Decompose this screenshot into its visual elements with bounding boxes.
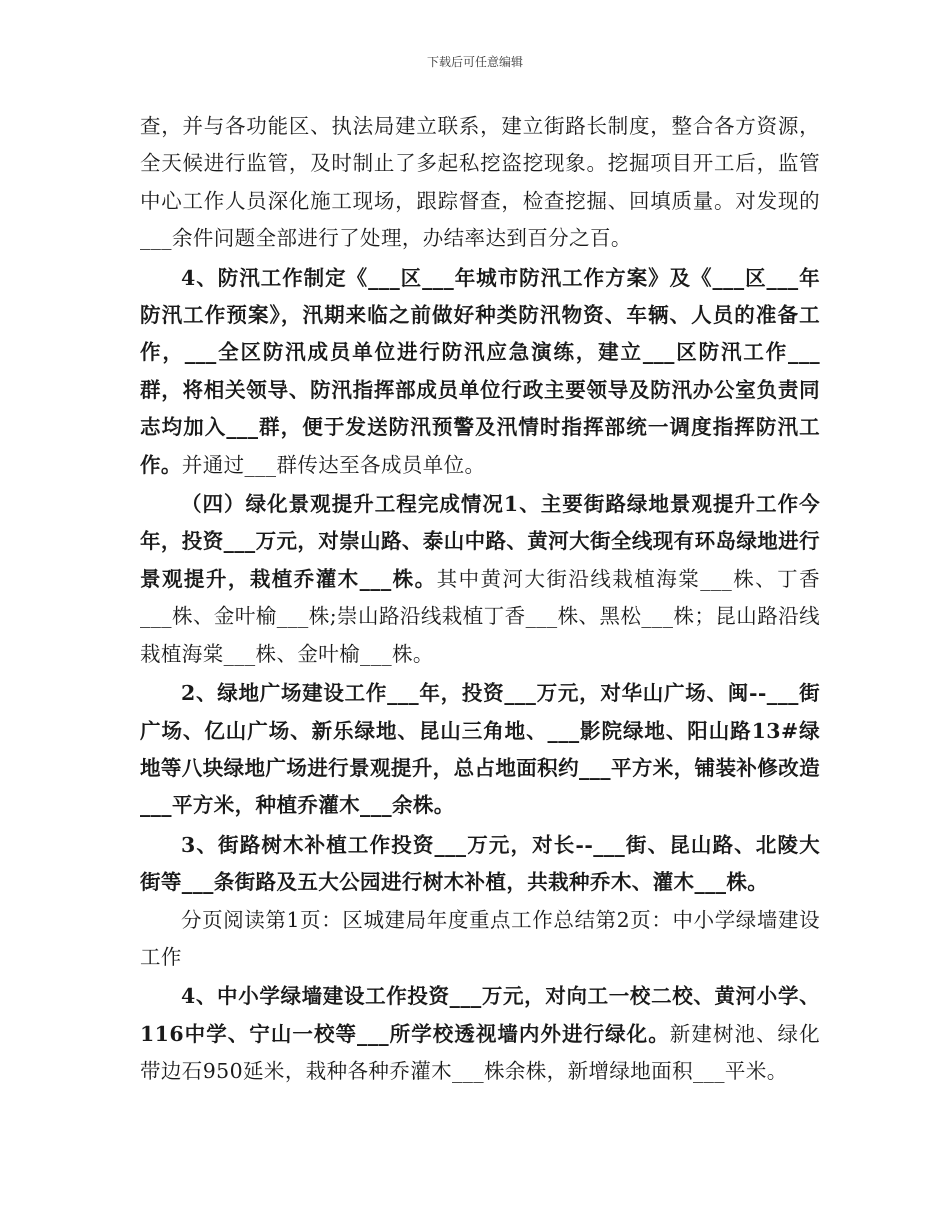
paragraph-text: 新建树池、绿化带边石950延米，栽种各种乔灌木___株余株，新增绿地面积___平米。 xyxy=(140,1021,820,1084)
page-header: 下载后可任意编辑 xyxy=(426,55,523,69)
paragraph-text-bold: （四）绿化景观提升工程完成情况1、主要街路绿地景观提升工作今年，投资___万元，对崇山路、泰山中路、黄河大街全线现有环岛绿地进行景观提升，栽植乔灌木___株。 xyxy=(140,492,820,591)
document-body xyxy=(140,108,820,1091)
paragraph-text: 其中黄河大街沿线栽植海棠___株、丁香___株、金叶榆___株;崇山路沿线栽植丁香___株、黑松___株；昆山路沿线栽植海棠___株、金叶榆___株。 xyxy=(140,566,821,666)
paragraph-text-bold: 3、街路树木补植工作投资___万元，对长--___街、昆山路、北陵大街等___条街路及五大公园进行树木补植，共栽种乔木、灌木___株。 xyxy=(140,832,820,895)
paragraph-7 xyxy=(140,978,820,1090)
paragraph-text: 并通过___群传达至各成员单位。 xyxy=(181,452,486,477)
paragraph-2 xyxy=(140,260,820,484)
paragraph-3 xyxy=(140,486,820,673)
paragraph-5 xyxy=(140,827,820,902)
paragraph-4 xyxy=(140,675,820,825)
paragraph-text-bold: 2、绿地广场建设工作___年，投资___万元，对华山广场、闽--___街广场、亿山广场、新乐绿地、昆山三角地、___影院绿地、阳山路13#绿地等八块绿地广场进行景观提升，总占地面积约___平方米，铺装补修改造___平方米，种植乔灌木___余株。 xyxy=(140,681,820,818)
paragraph-text-bold: 4、中小学绿墙建设工作投资___万元，对向工一校二校、黄河小学、116中学、宁山一校等___所学校透视墙内外进行绿化。 xyxy=(140,984,820,1046)
paragraph-text: 分页阅读第1页：区城建局年度重点工作总结第2页：中小学绿墙建设工作 xyxy=(140,907,820,969)
paragraph-1 xyxy=(140,108,820,258)
paragraph-6 xyxy=(140,902,820,977)
paragraph-text-bold: 4、防汛工作制定《___区___年城市防汛工作方案》及《___区___年防汛工作预案》，汛期来临之前做好种类防汛物资、车辆、人员的准备工作，___全区防汛成员单位进行防汛应急演练，建立___区防汛工作___群，将相关领导、防汛指挥部成员单位行政主要领导及防汛办公室负责同志均加入___群，便于发送防汛预警及汛情时指挥部统一调度指挥防汛工作。 xyxy=(140,265,820,477)
paragraph-text: 查，并与各功能区、执法局建立联系，建立街路长制度，整合各方资源，全天候进行监管，及时制止了多起私挖盗挖现象。挖掘项目开工后，监管中心工作人员深化施工现场，跟踪督查，检查挖掘、回填质量。对发现的___余件问题全部进行了处理，办结率达到百分之百。 xyxy=(140,114,820,251)
